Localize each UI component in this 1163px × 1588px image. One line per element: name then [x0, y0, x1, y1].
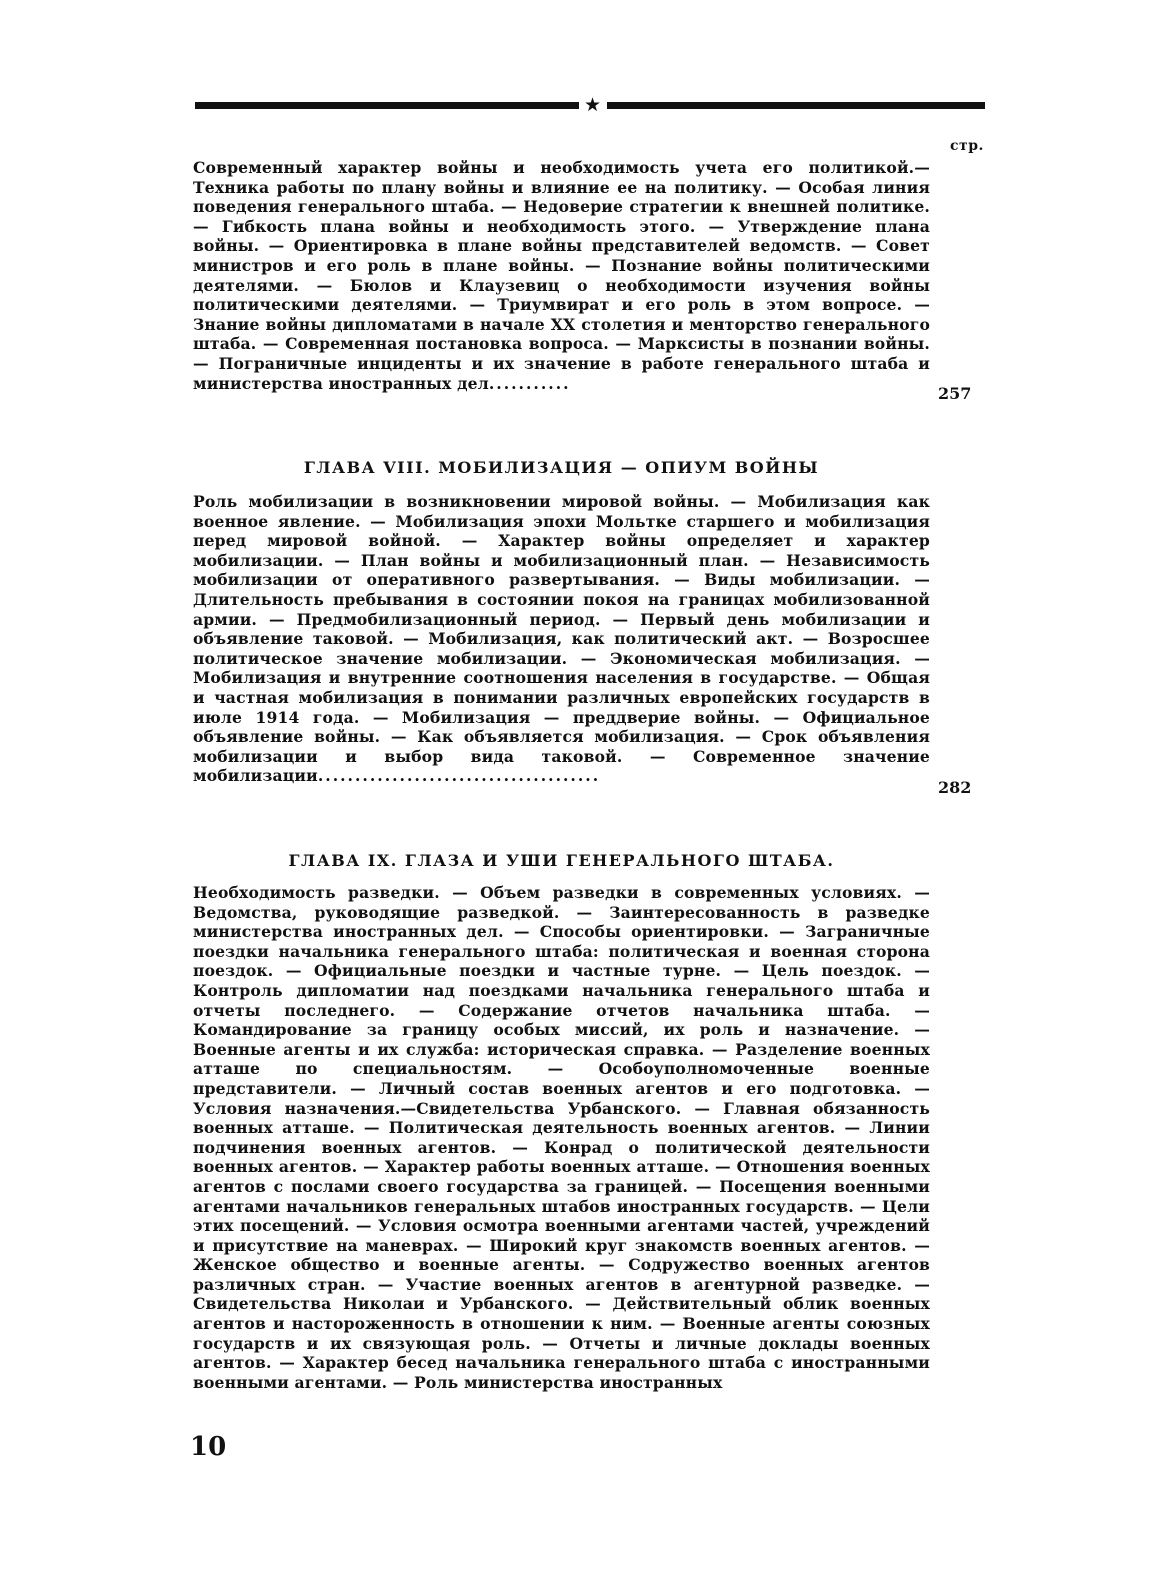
ornamental-rule	[195, 94, 985, 116]
page-folio: 10	[190, 1432, 227, 1462]
section-1-text	[193, 158, 930, 393]
chapter-8-title: ГЛАВА VIII. МОБИЛИЗАЦИЯ — ОПИУМ ВОЙНЫ	[303, 458, 820, 477]
section-3-text	[193, 883, 930, 1392]
star-icon: ★	[584, 94, 602, 116]
chapter-9-title: ГЛАВА IX. ГЛАЗА И УШИ ГЕНЕРАЛЬНОГО ШТАБА.	[288, 851, 835, 870]
section-1-body-text: Современный характер войны и необходимость учета его политикой.—Техника работы по плану войны и влияние ее на политику. — Особая линия поведения генерального штаба. — Недоверие стратегии к внешней политике. — Гибкость плана войны и необходимость этого. — Утверждение плана войны. — Ориентировка в плане войны представителей ведомств. — Совет министров и его роль в плане войны. — Познание войны политическими деятелями. — Бюлов и Клаузевиц о необходимости изучения войны политическими деятелями. — Триумвират и его роль в этом вопросе. — Знание войны дипломатами в начале XX столетия и менторство генерального штаба. — Современная постановка вопроса. — Марксисты в познании войны. — Пограничные инциденты и их значение в работе генерального штаба и министерства иностранных дел	[193, 158, 930, 393]
section-2-page-number: 282	[938, 778, 972, 797]
section-1-page-number: 257	[938, 384, 972, 403]
rule-right-bar	[607, 102, 985, 109]
section-1-body	[193, 158, 930, 393]
section-2-body	[193, 492, 930, 786]
section-2-leader: ......................................	[317, 766, 601, 786]
section-3-body-text: Необходимость разведки. — Объем разведки в современных условиях. — Ведомства, руководящие разведкой. — Заинтересованность в разведке министерства иностранных дел. — Способы ориентировки. — Заграничные поездки начальника генерального штаба: политическая и военная сторона поездок. — Официальные поездки и частные турне. — Цель поездок. — Контроль дипломатии над поездками начальника генерального штаба и отчеты последнего. — Содержание отчетов начальника штаба. — Командирование за границу особых миссий, их роль и назначение. — Военные агенты и их служба: историческая справка. — Разделение военных атташе по специальностям. — Особоуполномоченные военные представители. — Личный состав военных агентов и его подготовка. — Условия назначения.—Свидетельства Урбанского. — Главная обязанность военных атташе. — Политическая деятельность военных агентов. — Линии подчинения военных агентов. — Конрад о политической деятельности военных агентов. — Характер работы военных атташе. — Отношения военных агентов с послами своего государства за границей. — Посещения военными агентами начальников генеральных штабов иностранных государств. — Цели этих посещений. — Условия осмотра военными агентами частей, учреждений и присутствие на маневрах. — Широкий круг знакомств военных агентов. — Женское общество и военные агенты. — Содружество военных агентов различных стран. — Участие военных агентов в агентурной разведке. — Свидетельства Николаи и Урбанского. — Действительный облик военных агентов и настороженность в отношении к ним. — Военные агенты союзных государств и их связующая роль. — Отчеты и личные доклады военных агентов. — Характер бесед начальника генерального штаба с иностранными военными агентами. — Роль министерства иностранных	[193, 883, 930, 1392]
page-column-label: стр.	[950, 138, 984, 154]
section-2-text	[193, 492, 930, 786]
rule-left-bar	[195, 102, 579, 109]
section-2-body-text: Роль мобилизации в возникновении мировой войны. — Мобилизация как военное явление. — Мобилизация эпохи Мольтке старшего и мобилизация перед мировой войной. — Характер войны определяет и характер мобилизации. — План войны и мобилизационный план. — Независимость мобилизации от оперативного развертывания. — Виды мобилизации. — Длительность пребывания в состоянии покоя на границах мобилизованной армии. — Предмобилизационный период. — Первый день мобилизации и объявление таковой. — Мобилизация, как политический акт. — Возросшее политическое значение мобилизации. — Экономическая мобилизация. — Мобилизация и внутренние соотношения населения в государстве. — Общая и частная мобилизация в понимании различных европейских государств в июле 1914 года. — Мобилизация — преддверие войны. — Официальное объявление войны. — Как объявляется мобилизация. — Срок объявления мобилизации и выбор вида таковой. — Современное значение мобилизации	[193, 492, 930, 786]
section-3-body	[193, 883, 930, 1392]
section-1-leader: ...........	[488, 373, 571, 393]
